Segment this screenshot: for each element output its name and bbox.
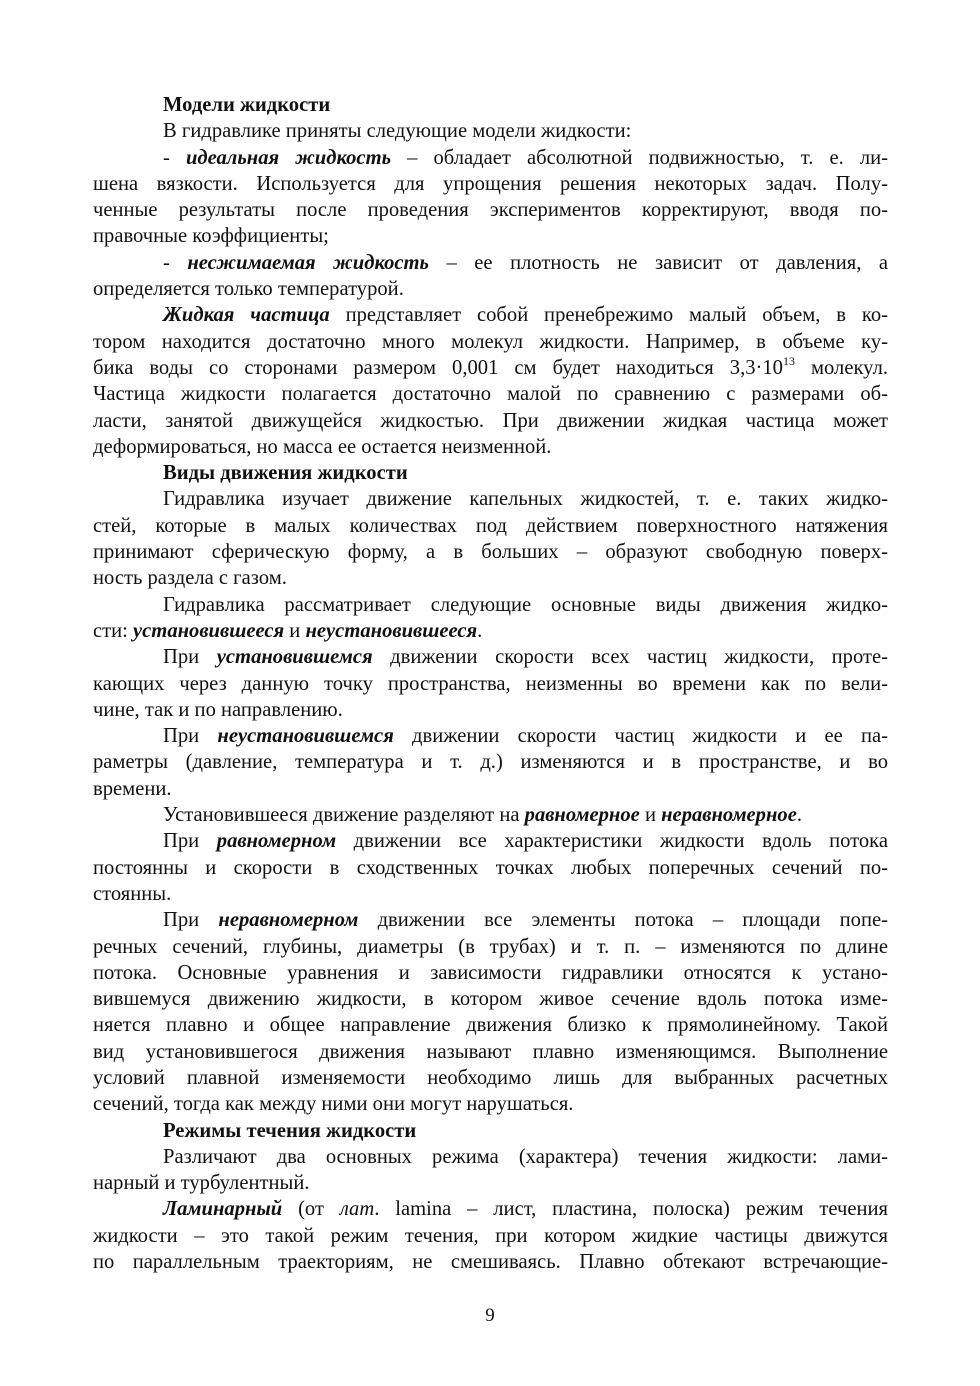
- term-uniform-flow: равномерном: [216, 830, 337, 853]
- paragraph-line: В гидравлике приняты следующие модели жидкости:: [163, 120, 632, 143]
- paragraph-line: чине, так и по направлению.: [93, 698, 343, 721]
- paragraph-line: ченные результаты после проведения экспериментов корректируют, вводя по-: [93, 199, 888, 222]
- paragraph-line: потока. Основные уравнения и зависимости гидравлики относятся к устано-: [93, 961, 888, 984]
- paragraph-line: Жидкая частица представляет собой пренебрежимо малый объем, в ко-: [163, 304, 888, 327]
- paragraph-line: Установившееся движение разделяют на равномерное и неравномерное.: [163, 804, 803, 827]
- paragraph-line: по параллельным траекториям, не смешиваясь. Плавно обтекают встречающие-: [93, 1251, 888, 1274]
- paragraph-line: жидкости – это такой режим течения, при котором жидкие частицы движутся: [93, 1224, 888, 1247]
- exponent: 13: [782, 354, 795, 369]
- paragraph-line: нарный и турбулентный.: [93, 1172, 310, 1195]
- paragraph-line: При установившемся движении скорости всех частиц жидкости, проте-: [163, 646, 888, 669]
- page-body: [93, 92, 888, 1275]
- paragraph-line: речных сечений, глубины, диаметры (в трубах) и т. п. – изменяются по длине: [93, 935, 888, 958]
- paragraph-line: стей, которые в малых количествах под действием поверхностного натяжения: [93, 514, 888, 537]
- section-heading-fluid-models: Модели жидкости: [163, 94, 331, 116]
- term-unsteady-flow: неустановившемся: [217, 725, 394, 748]
- paragraph-line: Гидравлика рассматривает следующие основные виды движения жидко-: [163, 593, 888, 616]
- paragraph-line: деформироваться, но масса ее остается неизменной.: [93, 435, 552, 458]
- paragraph-line: правочные коэффициенты;: [93, 225, 329, 248]
- paragraph-line: сечений, тогда как между ними они могут нарушаться.: [93, 1093, 574, 1116]
- paragraph-line: раметры (давление, температура и т. д.) изменяются и в пространстве, и во: [93, 751, 888, 774]
- paragraph-line: сти: установившееся и неустановившееся.: [93, 619, 483, 642]
- term-steady-flow: установившемся: [216, 646, 373, 669]
- paragraph-line: кающих через данную точку пространства, неизменны во времени как по вели-: [93, 672, 888, 695]
- paragraph-line: условий плавной изменяемости необходимо лишь для выбранных расчетных: [93, 1066, 888, 1089]
- term-laminar: Ламинарный: [163, 1198, 283, 1221]
- paragraph-line: вившемуся движению жидкости, в котором живое сечение вдоль потока изме-: [93, 988, 888, 1011]
- paragraph-line: стоянны.: [93, 882, 172, 905]
- section-heading-motion-types: Виды движения жидкости: [163, 462, 408, 485]
- paragraph-line: шена вязкости. Используется для упрощения решения некоторых задач. Полу-: [93, 172, 888, 195]
- term-incompressible-fluid: несжимаемая жидкость: [187, 251, 429, 274]
- paragraph-line: - идеальная жидкость – обладает абсолютной подвижностью, т. е. ли-: [163, 146, 888, 169]
- paragraph-line: ность раздела с газом.: [93, 567, 287, 590]
- abbr-latin: лат: [339, 1198, 375, 1221]
- paragraph-line: няется плавно и общее направление движения близко к прямолинейному. Такой: [93, 1014, 888, 1037]
- paragraph-line: вид установившегося движения называют плавно изменяющимся. Выполнение: [93, 1040, 888, 1063]
- paragraph-line: При неустановившемся движении скорости частиц жидкости и ее па-: [163, 725, 888, 748]
- paragraph-line: - несжимаемая жидкость – ее плотность не зависит от давления, а: [163, 251, 888, 274]
- term-unsteady: неустановившееся: [305, 619, 478, 642]
- paragraph-line: Различают два основных режима (характера) течения жидкости: лами-: [163, 1145, 888, 1168]
- page-number: 9: [485, 1305, 495, 1326]
- section-heading-flow-regimes: Режимы течения жидкости: [163, 1119, 417, 1142]
- term-fluid-particle: Жидкая частица: [163, 304, 330, 327]
- paragraph-line: принимают сферическую форму, а в больших – образуют свободную поверх-: [93, 541, 888, 564]
- paragraph-line: При равномерном движении все характеристики жидкости вдоль потока: [163, 830, 888, 853]
- term-steady: установившееся: [133, 619, 285, 642]
- paragraph-line: Частица жидкости полагается достаточно малой по сравнению с размерами об-: [93, 383, 888, 406]
- paragraph-line: Ламинарный (от лат. lamina – лист, пластина, полоска) режим течения: [163, 1198, 888, 1221]
- paragraph-line: постоянны и скорости в сходственных точках любых поперечных сечений по-: [93, 856, 888, 879]
- term-nonuniform-flow: неравномерном: [218, 909, 359, 932]
- paragraph-line: тором находится достаточно много молекул жидкости. Например, в объеме ку-: [93, 330, 888, 353]
- paragraph-line: бика воды со сторонами размером 0,001 см будет находиться $3,3\cdot 10^{13}$ молекул.: [93, 354, 888, 379]
- paragraph-line: ласти, занятой движущейся жидкостью. При движении жидкая частица может: [93, 409, 888, 432]
- paragraph-line: При неравномерном движении все элементы потока – площади попе-: [163, 909, 888, 932]
- paragraph-line: времени.: [93, 777, 172, 800]
- term-ideal-fluid: идеальная жидкость: [185, 146, 391, 169]
- term-uniform: равномерное: [524, 804, 640, 827]
- paragraph-line: определяется только температурой.: [93, 278, 404, 301]
- paragraph-line: Гидравлика изучает движение капельных жидкостей, т. е. таких жидко-: [163, 488, 888, 511]
- term-nonuniform: неравномерное: [661, 804, 797, 827]
